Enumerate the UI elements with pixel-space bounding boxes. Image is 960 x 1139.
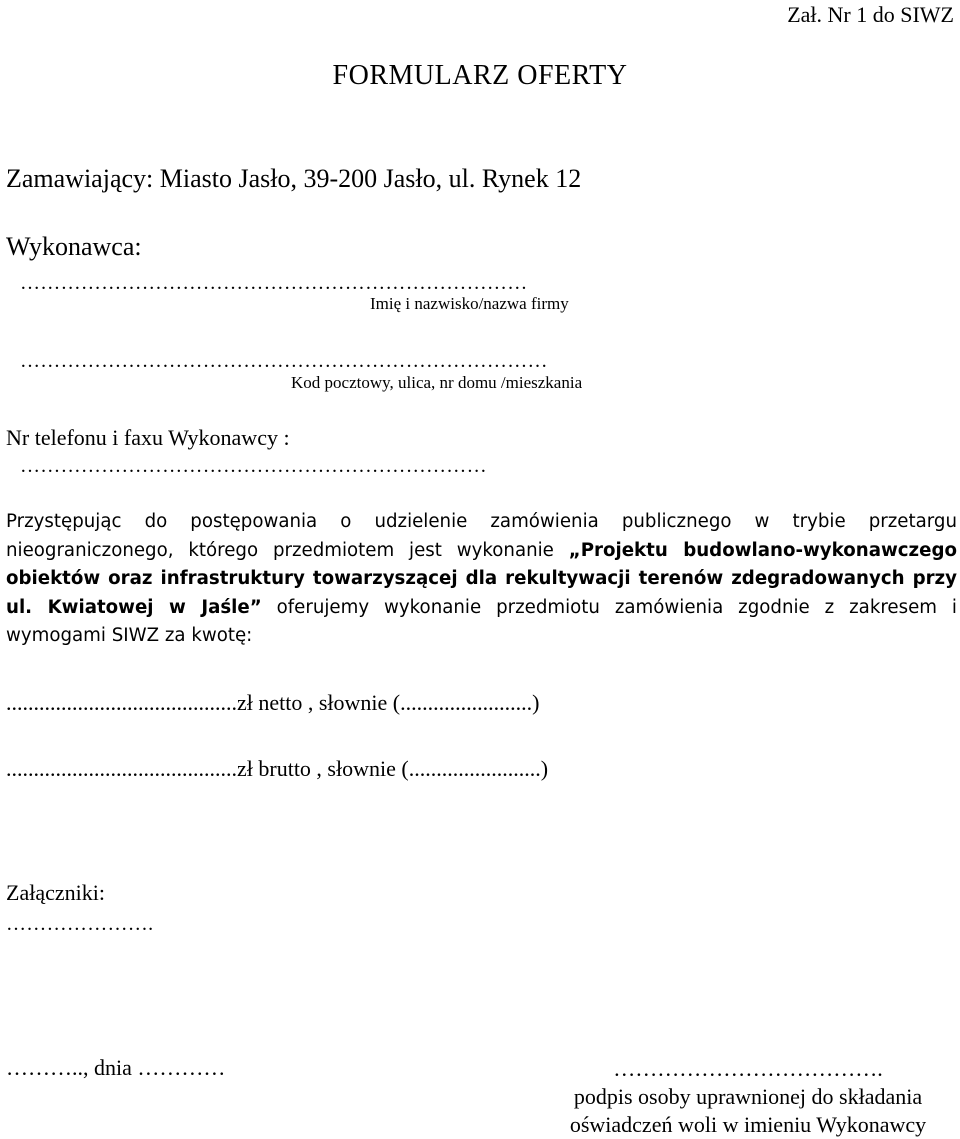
offer-subject: „Projektu budowlano-wykonawczego obiektów oraz infrastruktury towarzyszącej dla rekultywacji terenów zdegradowanych przy ul. Kwiatowej w Jaśle” <box>6 539 957 618</box>
contractor-label: Wykonawca: <box>6 232 142 261</box>
contractor-name-dots: ………………………………………………………………… <box>20 272 528 294</box>
signature-caption-line2: oświadczeń woli w imieniu Wykonawcy <box>569 1112 927 1137</box>
attachments-label: Załączniki: <box>6 880 105 905</box>
signature-block <box>538 1055 958 1139</box>
offer-paragraph <box>6 508 957 651</box>
form-title: FORMULARZ OFERTY <box>332 60 628 91</box>
ordering-party: Zamawiający: Miasto Jasło, 39-200 Jasło, ul. Rynek 12 <box>6 164 582 193</box>
offer-intro: Przystępując do postępowania o udzielenie zamówienia publicznego w trybie przetargu nieograniczonego, którego przedmiotem jest wykonanie <box>6 511 957 561</box>
signature-dots: ………………………………. <box>613 1056 883 1081</box>
attachments-dots: …………………. <box>6 913 154 935</box>
contractor-address-caption: Kod pocztowy, ulica, nr domu /mieszkania <box>291 373 583 392</box>
contractor-address-dots: …………………………………………………………………… <box>20 350 548 372</box>
annex-label: Zał. Nr 1 do SIWZ <box>787 2 954 27</box>
contractor-phone-dots: …………………………………………………………… <box>20 455 487 477</box>
offer-outro: oferujemy wykonanie przedmiotu zamówienia zgodnie z zakresem i wymogami SIWZ za kwotę: <box>6 596 957 646</box>
signature-caption-line1: podpis osoby uprawnionej do składania <box>573 1084 923 1109</box>
place-date-line: ……….., dnia ………… <box>6 1055 226 1080</box>
contractor-phone-label: Nr telefonu i faxu Wykonawcy : <box>6 425 290 450</box>
contractor-name-caption: Imię i nazwisko/nazwa firmy <box>370 294 569 313</box>
net-amount-line: ..........................................zł netto , słownie (........................) <box>6 690 540 715</box>
gross-amount-line: ..........................................zł brutto , słownie (........................) <box>6 756 549 781</box>
